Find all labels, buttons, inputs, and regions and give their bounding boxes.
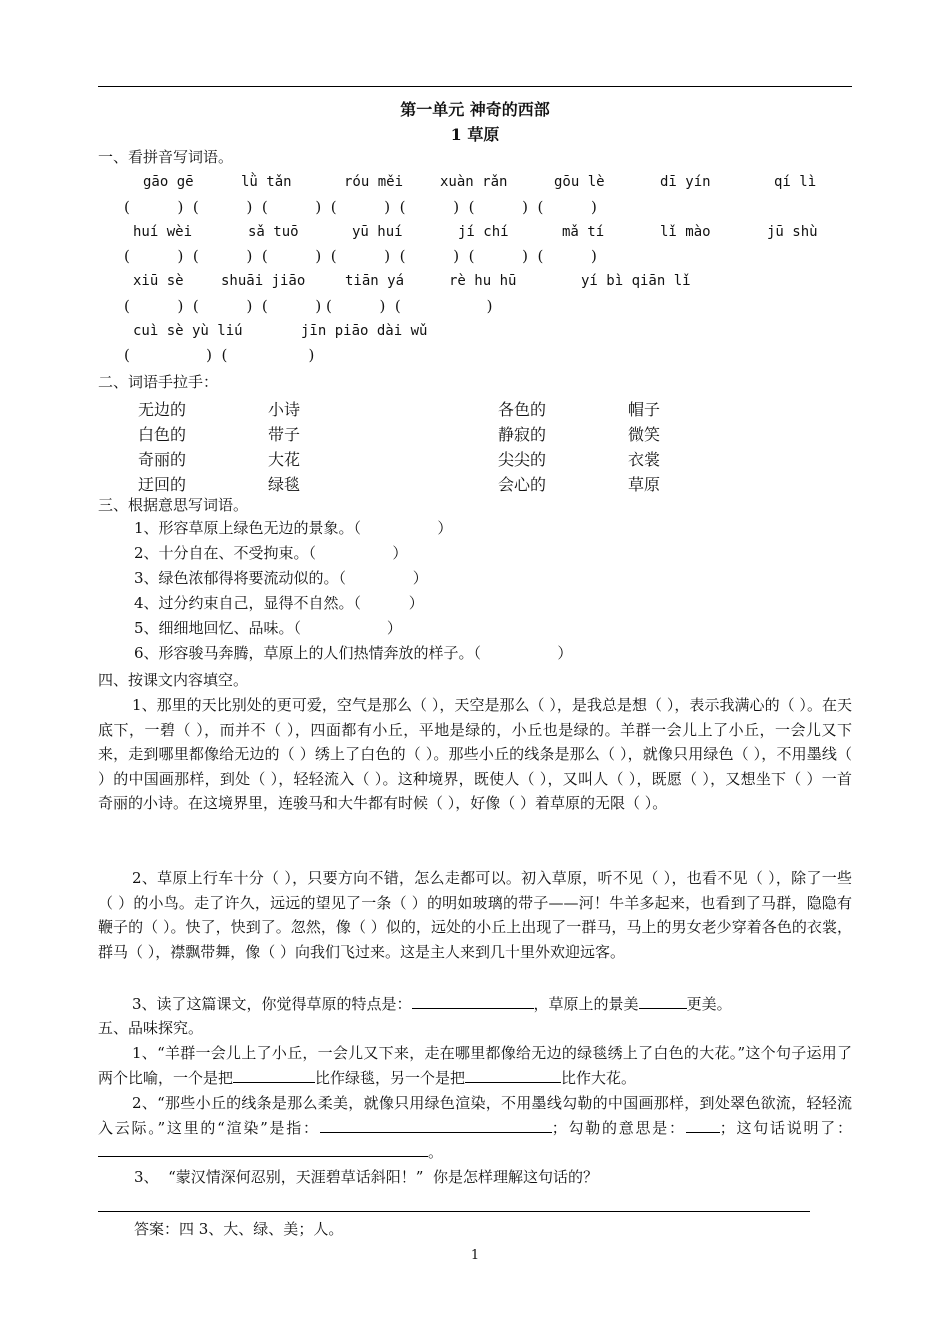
pinyin-item: sǎ tuō [248,224,299,240]
answer-key: 答案：四 3、大、绿、美；人。 [134,1220,344,1238]
match-right-word: 帽子 [628,400,661,419]
section4-heading: 四、按课文内容填空。 [98,671,249,689]
pinyin-item: huí wèi [133,224,193,240]
unit-title: 第一单元 神奇的西部 [400,100,550,119]
paragraph-3-text-b: ，草原上的景美 [533,995,639,1013]
pinyin-item: yū huí [352,224,403,240]
pinyin-item: cuì sè yù liú [133,323,243,339]
fill-paragraph-2: 2、草原上行车十分（ ），只要方向不错，怎么走都可以。初入草原，听不见（ ），也看不见（ ），除了一些（ ）的小鸟。走了许久，远远的望见了一条（ ）的明如玻璃的带子——河！牛羊多起来，也看到了马群，隐隐有鞭子的（ ）。快了，快到了。忽然，像（ ）似的，远处的小丘上出现了一群马，马上的男女老少穿着各色的衣裳，群马（ ），襟飘带舞，像（ ）向我们飞过来。这是主人来到几十里外欢迎远客。 [98,869,852,961]
pinyin-item: mǎ tí [562,224,605,240]
lesson-title: 1 草原 [450,125,500,144]
fill-paragraph-1: 1、那里的天比别处的更可爱，空气是那么（ ），天空是那么（ ），是我总是想（ ），表示我满心的（ ）。在天底下，一碧（ ），而并不（ ），四面都有小丘，平地是绿的，小丘也是绿的。羊群一会儿上了小丘，一会儿又下来，走到哪里都像给无边的（ ）绣上了白色的（ ）。那些小丘的线条是那么（ ），就像只用绿色（ ），不用墨线（ ）的中国画那样，到处（ ），轻轻流入（ ）。这种境界，既使人（ ），又叫人（ ），既愿（ ），又想坐下（ ）一首奇丽的小诗。在这境界里，连骏马和大牛都有时候（ ），好像（ ）着草原的无限（ ）。 [98,696,852,813]
question-3: 3、 “蒙汉情深何忍别，天涯碧草话斜阳！” 你是怎样理解这句话的？ [134,1168,598,1186]
paragraph-3-text-a: 3、读了这篇课文，你觉得草原的特点是： [132,995,412,1013]
question-2-text-b: ；勾勒的意思是： [551,1118,686,1137]
pinyin-item: jīn piāo dài wǔ [301,323,428,339]
pinyin-item: jū shù [767,224,818,240]
question-1-text-a: 1、“羊群一会儿上了小丘，一会儿又下来，走在哪里都像给无边的绿毯绣上了白色的大花。”这个句子运用了两个比喻，一个是把 [98,1044,852,1087]
pinyin-item: xiū sè [133,273,184,289]
answer-blank-row: ( ) ( ) ( ) ( ) ( ) ( ) ( ) [124,247,597,265]
answer-blank-row: ( ) ( ) ( ) ( ) ( ) ( ) ( ) [124,198,597,216]
paragraph-3-text-c: 更美。 [686,995,732,1013]
blank-line [639,992,687,1009]
match-right-word: 带子 [268,425,301,444]
definition-item: 4、过分约束自己，显得不自然。（ ） [134,594,424,612]
pinyin-item: yí bì qiān lǐ [581,273,691,289]
page-number: 1 [470,1248,480,1263]
pinyin-item: róu měi [344,174,404,190]
match-left-word: 迂回的 [138,475,187,494]
match-right-word: 小诗 [268,400,301,419]
question-1-text-b: 比作绿毯，另一个是把 [315,1068,466,1087]
definition-item: 1、形容草原上绿色无边的景象。（ ） [134,519,453,537]
pinyin-item: jí chí [458,224,509,240]
pinyin-item: rè hu hū [449,273,517,289]
blank-line [98,1140,428,1157]
pinyin-item: dī yín [660,174,711,190]
match-left-word: 尖尖的 [498,450,547,469]
definition-item: 6、形容骏马奔腾，草原上的人们热情奔放的样子。（ ） [134,644,573,662]
section5-heading: 五、品味探究。 [98,1019,204,1037]
match-left-word: 奇丽的 [138,450,187,469]
match-left-word: 会心的 [498,475,547,494]
pinyin-item: lǐ mào [660,224,711,240]
pinyin-item: shuāi jiāo [221,273,306,289]
pinyin-item: gāo gē [143,174,194,190]
blank-line [233,1066,315,1083]
section2-heading: 二、词语手拉手： [98,373,219,391]
section3-heading: 三、根据意思写词语。 [98,496,249,514]
blank-line [465,1066,561,1083]
question-1-text-c: 比作大花。 [561,1068,637,1087]
pinyin-item: xuàn rǎn [440,174,508,190]
match-left-word: 白色的 [138,425,187,444]
pinyin-item: lǜ tǎn [241,174,292,190]
question-2 [98,1091,852,1165]
match-right-word: 微笑 [628,425,661,444]
match-left-word: 静寂的 [498,425,547,444]
blank-line [412,992,534,1009]
blank-line [686,1116,720,1133]
match-right-word: 绿毯 [268,475,301,494]
match-right-word: 草原 [628,475,661,494]
match-left-word: 各色的 [498,400,547,419]
definition-item: 3、绿色浓郁得将要流动似的。（ ） [134,569,428,587]
definition-item: 2、十分自在、不受拘束。（ ） [134,544,408,562]
question-2-text-d: 。 [428,1143,444,1162]
top-rule [98,86,852,87]
answer-blank-row: ( ) ( ) ( ) ( ) ( ) [124,297,493,315]
match-right-word: 衣裳 [628,450,661,469]
answer-blank-row: ( ) ( ) [124,346,315,364]
fill-paragraph-3 [98,992,852,1017]
section1-heading: 一、看拼音写词语。 [98,148,234,166]
question-1 [98,1041,852,1090]
match-right-word: 大花 [268,450,301,469]
definition-item: 5、细细地回忆、品味。（ ） [134,619,402,637]
question-2-text-c: ；这句话说明了： [719,1118,852,1137]
match-left-word: 无边的 [138,400,187,419]
pinyin-item: qí lì [774,174,817,190]
pinyin-item: gōu lè [554,174,605,190]
bottom-rule [98,1211,810,1212]
pinyin-item: tiān yá [345,273,405,289]
question-2-text-a: 2、“那些小丘的线条是那么柔美，就像只用绿色渲染，不用墨线勾勒的中国画那样，到处翠色欲流，轻轻流入云际。”这里的“渲染”是指： [98,1094,852,1137]
blank-line [320,1116,552,1133]
